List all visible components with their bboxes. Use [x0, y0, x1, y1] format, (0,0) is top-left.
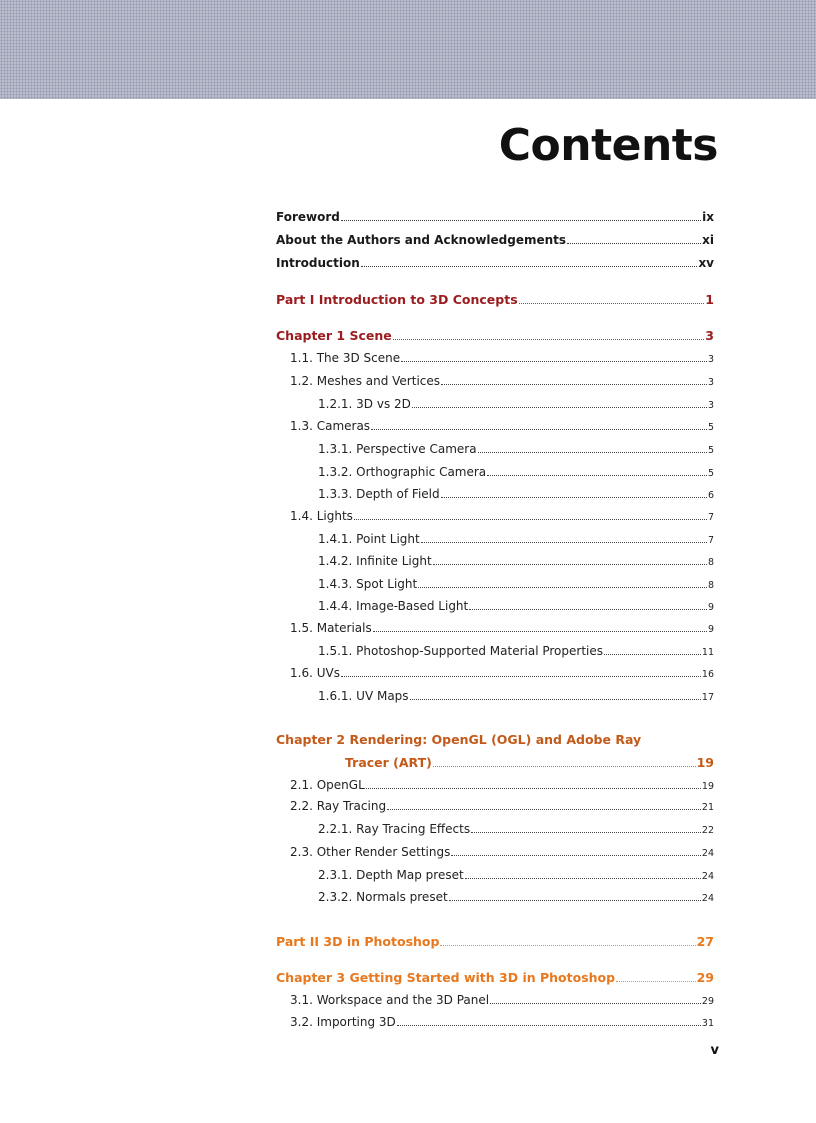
toc-subsection-page: 6 — [707, 490, 714, 501]
dot-leader — [354, 519, 707, 520]
dot-leader — [361, 266, 698, 267]
page-number: v — [710, 1043, 719, 1058]
toc-section-label: 2.2. Ray Tracing — [290, 799, 387, 813]
toc-section-label: 1.2. Meshes and Vertices — [290, 374, 441, 388]
toc-subsection-label: 1.4.4. Image-Based Light — [318, 599, 469, 613]
toc-entry-label: Introduction — [276, 256, 360, 270]
toc-subsection-page: 24 — [701, 893, 714, 904]
toc-section[interactable] — [290, 1015, 714, 1029]
toc-section-label: 1.4. Lights — [290, 509, 353, 523]
dot-leader — [393, 339, 705, 340]
dot-leader — [433, 564, 707, 565]
toc-subsection-label: 1.4.2. Infinite Light — [318, 554, 432, 568]
toc-subsection-page: 8 — [707, 557, 714, 568]
dot-leader — [441, 497, 707, 498]
toc-subsection-label: 1.2.1. 3D vs 2D — [318, 397, 411, 411]
dot-leader — [421, 542, 707, 543]
toc-section[interactable] — [290, 509, 714, 523]
toc-entry-label: Foreword — [276, 210, 340, 224]
toc-section[interactable] — [290, 845, 714, 859]
dot-leader — [401, 361, 707, 362]
toc-subsection-page: 9 — [707, 602, 714, 613]
dot-leader — [490, 1003, 701, 1004]
toc-section-label: 1.6. UVs — [290, 666, 340, 680]
toc-subsection-label: 1.3.3. Depth of Field — [318, 487, 440, 501]
toc-subsection-label: 1.3.2. Orthographic Camera — [318, 465, 487, 479]
dot-leader — [604, 654, 701, 655]
toc-subsection-label: 2.2.1. Ray Tracing Effects — [318, 822, 471, 836]
toc-section-label: 3.2. Importing 3D — [290, 1015, 396, 1029]
toc-chapter-2[interactable] — [345, 755, 714, 770]
dot-leader — [387, 809, 701, 810]
toc-chapter-label: Tracer (ART) — [345, 755, 432, 770]
toc-section-label: 2.1. OpenGL — [290, 778, 365, 792]
toc-part-page: 1 — [705, 292, 714, 307]
toc-section-page: 5 — [707, 422, 714, 433]
dot-leader — [616, 981, 696, 982]
toc-section-page: 3 — [707, 354, 714, 365]
toc-entry-about-authors[interactable] — [276, 233, 714, 247]
toc-subsection[interactable] — [318, 442, 714, 456]
toc-section-page: 24 — [701, 848, 714, 859]
toc-chapter-2-line1[interactable]: Chapter 2 Rendering: OpenGL (OGL) and Adobe Ray — [276, 732, 642, 747]
toc-subsection-label: 1.3.1. Perspective Camera — [318, 442, 477, 456]
dot-leader — [440, 945, 695, 946]
toc-section[interactable] — [290, 778, 714, 792]
toc-subsection-page: 5 — [707, 468, 714, 479]
toc-section[interactable] — [290, 666, 714, 680]
toc-section-label: 1.3. Cameras — [290, 419, 371, 433]
toc-subsection-page: 24 — [701, 871, 714, 882]
toc-subsection[interactable] — [318, 868, 714, 882]
page-title: Contents — [498, 120, 718, 171]
toc-part-page: 27 — [696, 934, 714, 949]
toc-entry-page: xi — [702, 233, 714, 247]
dot-leader — [410, 699, 701, 700]
toc-subsection[interactable] — [318, 577, 714, 591]
toc-section-label: 3.1. Workspace and the 3D Panel — [290, 993, 490, 1007]
dot-leader — [465, 878, 701, 879]
header-band — [0, 0, 816, 99]
toc-subsection[interactable] — [318, 554, 714, 568]
toc-subsection-label: 1.6.1. UV Maps — [318, 689, 409, 703]
dot-leader — [567, 243, 701, 244]
dot-leader — [451, 855, 701, 856]
toc-section-page: 19 — [701, 781, 714, 792]
toc-subsection-page: 3 — [707, 400, 714, 411]
toc-section-label: 2.3. Other Render Settings — [290, 845, 451, 859]
toc-section[interactable] — [290, 621, 714, 635]
toc-entry-page: xv — [698, 256, 714, 270]
dot-leader — [418, 587, 707, 588]
dot-leader — [478, 452, 707, 453]
toc-entry-foreword[interactable] — [276, 210, 714, 224]
toc-subsection-page: 22 — [701, 825, 714, 836]
toc-section-page: 29 — [701, 996, 714, 1007]
dot-leader — [341, 676, 701, 677]
dot-leader — [373, 631, 707, 632]
toc-part-2[interactable] — [276, 934, 714, 949]
toc-chapter-label: Chapter 1 Scene — [276, 328, 392, 343]
toc-chapter-3[interactable] — [276, 970, 714, 985]
toc-subsection-page: 11 — [701, 647, 714, 658]
dot-leader — [371, 429, 707, 430]
toc-section[interactable] — [290, 799, 714, 813]
toc-subsection-label: 1.4.1. Point Light — [318, 532, 420, 546]
toc-chapter-page: 19 — [696, 755, 714, 770]
toc-part-label: Part II 3D in Photoshop — [276, 934, 440, 949]
dot-leader — [449, 900, 701, 901]
toc-section-page: 9 — [707, 624, 714, 635]
toc-section-page: 31 — [701, 1018, 714, 1029]
toc-subsection-label: 1.4.3. Spot Light — [318, 577, 418, 591]
toc-section-page: 16 — [701, 669, 714, 680]
toc-subsection-page: 8 — [707, 580, 714, 591]
toc-chapter-label: Chapter 3 Getting Started with 3D in Photoshop — [276, 970, 616, 985]
toc-subsection-page: 17 — [701, 692, 714, 703]
dot-leader — [471, 832, 701, 833]
toc-section-label: 1.5. Materials — [290, 621, 372, 635]
toc-subsection-label: 2.3.2. Normals preset — [318, 890, 448, 904]
dot-leader — [366, 788, 701, 789]
toc-section[interactable] — [290, 374, 714, 388]
dot-leader — [441, 384, 707, 385]
toc-subsection[interactable] — [318, 644, 714, 658]
toc-section-page: 7 — [707, 512, 714, 523]
toc-subsection-page: 7 — [707, 535, 714, 546]
toc-subsection[interactable] — [318, 689, 714, 703]
toc-subsection[interactable] — [318, 465, 714, 479]
toc-chapter-page: 29 — [696, 970, 714, 985]
toc-entry-introduction[interactable] — [276, 256, 714, 270]
toc-entry-page: ix — [702, 210, 714, 224]
toc-subsection[interactable] — [318, 487, 714, 501]
toc-subsection-page: 5 — [707, 445, 714, 456]
toc-part-label: Part I Introduction to 3D Concepts — [276, 292, 518, 307]
toc-chapter-page: 3 — [705, 328, 714, 343]
dot-leader — [412, 407, 707, 408]
dot-leader — [341, 220, 701, 221]
dot-leader — [469, 609, 707, 610]
toc-subsection[interactable] — [318, 599, 714, 613]
toc-section-page: 21 — [701, 802, 714, 813]
toc-chapter-1[interactable] — [276, 328, 714, 343]
dot-leader — [397, 1025, 701, 1026]
toc-section[interactable] — [290, 993, 714, 1007]
toc-section-label: 1.1. The 3D Scene — [290, 351, 401, 365]
toc-subsection-label: 2.3.1. Depth Map preset — [318, 868, 464, 882]
toc-section[interactable] — [290, 419, 714, 433]
toc-subsection-label: 1.5.1. Photoshop-Supported Material Properties — [318, 644, 603, 658]
toc-part-1[interactable] — [276, 292, 714, 307]
toc-subsection[interactable] — [318, 532, 714, 546]
toc-subsection[interactable] — [318, 890, 714, 904]
toc-subsection[interactable] — [318, 822, 714, 836]
toc-subsection[interactable] — [318, 397, 714, 411]
toc-section-page: 3 — [707, 377, 714, 388]
dot-leader — [487, 475, 707, 476]
dot-leader — [519, 303, 705, 304]
toc-section[interactable] — [290, 351, 714, 365]
toc-entry-label: About the Authors and Acknowledgements — [276, 233, 567, 247]
dot-leader — [433, 766, 696, 767]
